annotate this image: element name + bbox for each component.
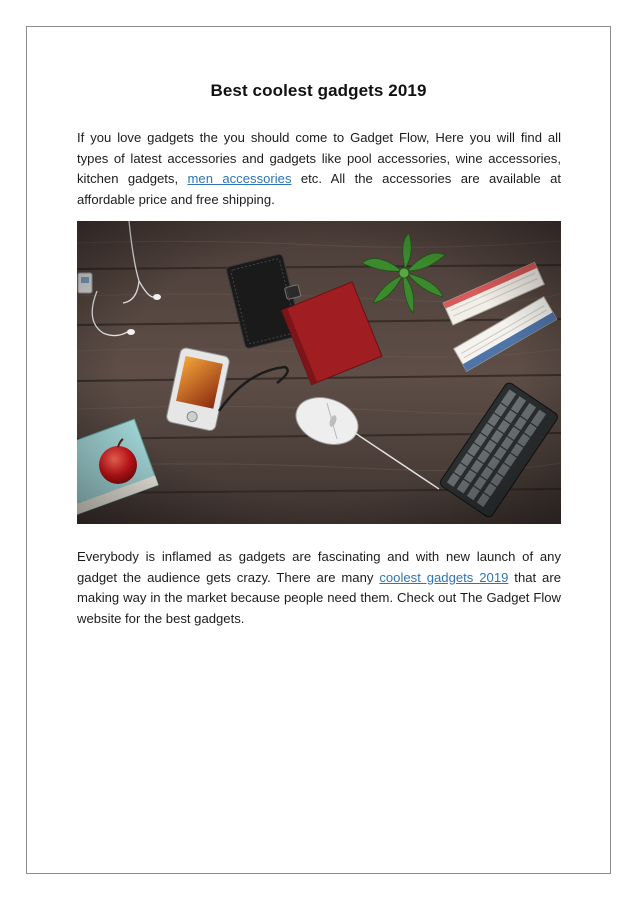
gadgets-photo (77, 221, 561, 524)
men-accessories-link[interactable]: men accessories (187, 171, 292, 186)
coolest-gadgets-link[interactable]: coolest gadgets 2019 (379, 569, 509, 585)
intro-text-before: If you love gadgets the you should come to Gadget Flow, Here you will find all types of latest accessories and gadgets like pool accessories, wine accessories, kitchen gadgets, (77, 130, 561, 186)
intro-text-after: etc. All the accessories are available at affordable price and free shipping. (77, 171, 562, 207)
body-paragraph (77, 547, 561, 629)
intro-paragraph (77, 128, 561, 210)
document-page (26, 26, 611, 874)
body-text-after: that are making way in the market because people need them. Check out The Gadget Flow website for the best gadgets. (77, 569, 561, 626)
page-title: Best coolest gadgets 2019 (210, 81, 427, 100)
body-text-before: Everybody is inflamed as gadgets are fascinating and with new launch of any gadget the audience gets crazy. There are many (77, 549, 561, 585)
gadgets-illustration (77, 221, 561, 524)
